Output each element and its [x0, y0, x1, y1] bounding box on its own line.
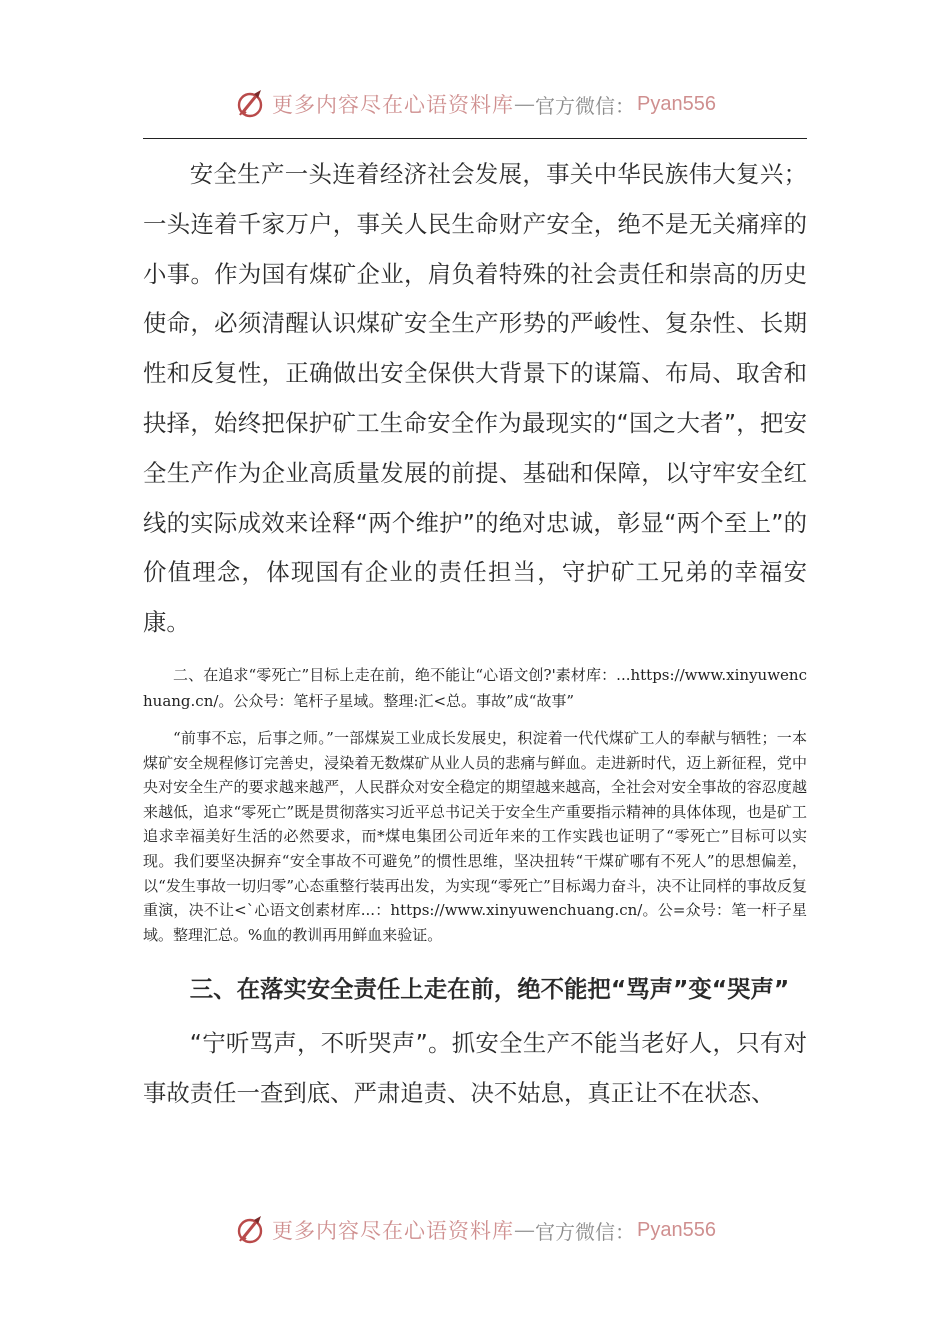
banner-brand-text: 更多内容尽在心语资料库 — [272, 1219, 515, 1243]
header-divider — [143, 138, 807, 139]
banner-contact-label: 官方微信： — [535, 93, 636, 118]
banner-brand-text: 更多内容尽在心语资料库 — [272, 93, 515, 117]
footer-banner — [0, 1210, 950, 1250]
banner-contact-id: Pyan556 — [637, 92, 716, 115]
header-banner — [0, 84, 950, 124]
paragraph-section-3: “宁听骂声，不听哭声”。抓安全生产不能当老好人，只有对事故责任一查到底、严肃追责、决不姑息，真正让不在状态、 — [143, 1029, 807, 1107]
brush-logo-icon — [234, 88, 266, 120]
section-2-title: 二、在追求“零死亡”目标上走在前，绝不能让“心语文创?'素材库：...https://www.xinyuwenchuang.cn/。公众号：笔杆子星域。整理:汇<总。事故”成“故事” — [143, 665, 807, 710]
paragraph-section-2: “前事不忘，后事之师。”一部煤炭工业成长发展史，积淀着一代代煤矿工人的奉献与牺牲；一本煤矿安全规程修订完善史，浸染着无数煤矿从业人员的悲痛与鲜血。走进新时代，迈上新征程，党中央对安全生产的要求越来越严，人民群众对安全稳定的期望越来越高，全社会对安全事故的容忍度越来越低，追求“零死亡”既是贯彻落实习近平总书记关于安全生产重要指示精神的具体体现，也是矿工追求幸福美好生活的必然要求，而*煤电集团公司近年来的工作实践也证明了“零死亡”目标可以实现。我们要坚决摒弃“安全事故不可避免”的惯性思维，坚决扭转“干煤矿哪有不死人”的思想偏差，以“发生事故一切归零”心态重整行装再出发，为实现“零死亡”目标竭力奋斗，决不让同样的事故反复重演，决不让<`心语文创素材库...：https://www.xinyuwenchuang.cn/。公=众号：笔一杆子星域。整理汇总。%血的教训再用鲜血来验证。 — [143, 728, 807, 944]
brush-logo-icon — [234, 1214, 266, 1246]
document-body — [143, 150, 807, 1119]
paragraph-intro: 安全生产一头连着经济社会发展，事关中华民族伟大复兴；一头连着千家万户，事关人民生命财产安全，绝不是无关痛痒的小事。作为国有煤矿企业，肩负着特殊的社会责任和崇高的历史使命，必须清醒认识煤矿安全生产形势的严峻性、复杂性、长期性和反复性，正确做出安全保供大背景下的谋篇、布局、取舍和抉择，始终把保护矿工生命安全作为最现实的“国之大者”，把安全生产作为企业高质量发展的前提、基础和保障，以守牢安全红线的实际成效来诠释“两个维护”的绝对忠诚，彰显“两个至上”的价值理念，体现国有企业的责任担当，守护矿工兄弟的幸福安康。 — [143, 160, 807, 637]
banner-contact-id: Pyan556 — [637, 1218, 716, 1241]
banner-separator: — — [514, 92, 536, 116]
banner-separator: — — [514, 1218, 536, 1242]
banner-contact-label: 官方微信： — [535, 1219, 636, 1244]
section-3-title: 三、在落实安全责任上走在前，绝不能把“骂声”变“哭声” — [189, 975, 790, 1004]
